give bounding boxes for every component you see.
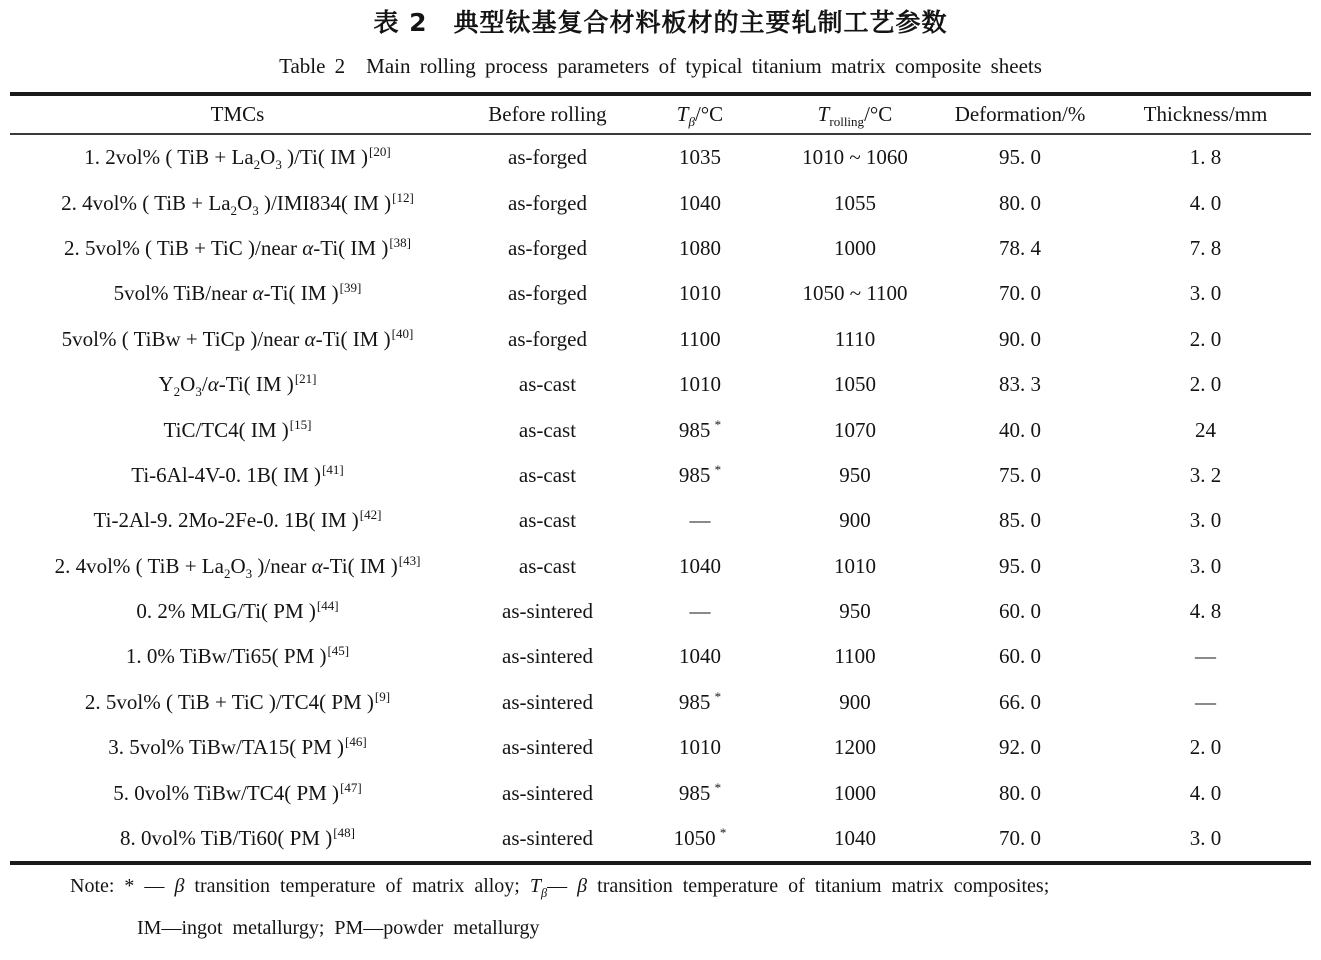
cell-t-beta: 1050 * [673,825,727,851]
table-row [10,680,1311,725]
cell-tmc: 3. 5vol% TiBw/TA15( PM )[46] [108,734,367,760]
cell-before-rolling: as-forged [508,145,587,170]
cell-thickness: 2. 0 [1189,372,1222,397]
cell-before-rolling: as-sintered [502,735,593,760]
cell-tmc: 2. 5vol% ( TiB + TiC )/TC4( PM )[9] [84,688,391,714]
table-header [10,94,1311,134]
cell-before-rolling: as-cast [518,462,577,487]
cell-deformation: 60. 0 [999,599,1041,624]
cell-t-beta: 1010 [679,735,721,760]
cell-before-rolling: as-sintered [502,780,593,805]
cell-deformation: 83. 3 [999,372,1041,397]
cell-deformation: 70. 0 [999,826,1041,851]
table-row [10,498,1311,543]
cell-deformation: 60. 0 [999,644,1041,669]
cell-before-rolling: as-cast [518,553,577,578]
cell-thickness: 24 [1195,417,1216,442]
cell-tmc: 2. 5vol% ( TiB + TiC )/near α-Ti( IM )[38] [63,234,412,260]
cell-tmc: $Y_2O_3/\alpha-Ti$( IM )[21] [158,371,317,400]
cell-t-rolling: 900 [839,689,871,714]
cell-t-beta: 1035 [679,145,721,170]
cell-thickness: 4. 0 [1189,190,1222,215]
cell-before-rolling: as-sintered [502,644,593,669]
cell-thickness: 3. 0 [1189,508,1222,533]
cell-deformation: 66. 0 [999,689,1041,714]
cell-t-beta: 1080 [679,235,721,260]
cell-t-beta: 985 * [678,461,722,487]
table-row [10,634,1311,679]
cell-thickness: 3. 0 [1189,553,1222,578]
cell-tmc: 5vol% TiB/near α-Ti( IM )[39] [113,280,362,306]
cell-t-beta: 1040 [679,644,721,669]
cell-t-beta: 1010 [679,281,721,306]
cell-deformation: 78. 4 [999,235,1041,260]
table-row [10,589,1311,634]
table-row [10,770,1311,815]
table-row [10,317,1311,362]
cell-thickness: 3. 0 [1189,281,1222,306]
cell-t-rolling: 950 [839,462,871,487]
cell-t-rolling: 1050 [834,372,876,397]
cell-t-rolling: 1110 [834,326,876,351]
cell-tmc: 5. 0vol% TiBw/TC4( PM )[47] [113,779,362,805]
table-title-chinese: 表 2 典型钛基复合材料板材的主要轧制工艺参数 [373,8,948,37]
cell-before-rolling: as-cast [518,417,577,442]
cell-thickness: 7. 8 [1189,235,1222,260]
cell-before-rolling: as-forged [508,326,587,351]
table-row [10,271,1311,316]
cell-thickness: 3. 2 [1189,462,1222,487]
cell-thickness: — [1195,689,1216,714]
cell-before-rolling: as-sintered [502,826,593,851]
cell-deformation: 80. 0 [999,780,1041,805]
cell-before-rolling: as-cast [518,508,577,533]
col-header-tmcs: TMCs [10,94,465,134]
cell-deformation: 80. 0 [999,190,1041,215]
header-row [10,94,1311,134]
table-row [10,453,1311,498]
cell-t-rolling: 1070 [834,417,876,442]
cell-t-rolling: 1040 [834,826,876,851]
cell-t-rolling: 950 [839,599,871,624]
cell-t-rolling: 1010 ~ 1060 [802,145,908,170]
cell-tmc: Ti-6Al-4V-0. 1B( IM )[41] [131,461,344,487]
cell-thickness: 3. 0 [1189,826,1222,851]
col-header-thickness: Thickness/mm [1100,94,1311,134]
cell-thickness: 1. 8 [1189,145,1222,170]
cell-tmc: Ti-2Al-9. 2Mo-2Fe-0. 1B( IM )[42] [93,507,382,533]
col-header-t-rolling: $T_{rolling}/^\circ C$ [770,94,940,134]
cell-thickness: 2. 0 [1189,326,1222,351]
cell-deformation: 75. 0 [999,462,1041,487]
cell-deformation: 90. 0 [999,326,1041,351]
cell-tmc: 8. 0vol% TiB/Ti60( PM )[48] [120,825,355,851]
cell-before-rolling: as-forged [508,235,587,260]
cell-tmc: TiC/TC4( IM )[15] [163,416,312,442]
col-header-before-rolling: Before rolling [465,94,630,134]
cell-tmc: 1. 2vol% ( TiB + $La_2O_3$ )/Ti( IM )[20] [84,144,391,173]
table-row [10,226,1311,271]
col-header-deformation: Deformation/% [940,94,1100,134]
table-row [10,816,1311,863]
table-row [10,180,1311,225]
cell-t-rolling: 1100 [834,644,876,669]
cell-tmc: 2. 4vol% ( TiB + $La_2O_3$ )/IMI834( IM )[12] [61,189,414,218]
cell-t-rolling: 1055 [834,190,876,215]
cell-before-rolling: as-forged [508,281,587,306]
table-row [10,407,1311,452]
cell-deformation: 92. 0 [999,735,1041,760]
cell-tmc: 2. 4vol% ( TiB + $La_2O_3$ )/near α-Ti( IM )[43] [54,552,421,581]
cell-t-beta: 1040 [679,553,721,578]
footnote-line-2: IM—ingot metallurgy; PM—powder metallurgy [137,917,540,940]
cell-t-rolling: 900 [839,508,871,533]
cell-t-beta: 1040 [679,190,721,215]
cell-deformation: 40. 0 [999,417,1041,442]
cell-thickness: 4. 0 [1189,780,1222,805]
cell-tmc: 0. 2% MLG/Ti( PM )[44] [136,598,339,624]
cell-before-rolling: as-forged [508,190,587,215]
cell-thickness: 4. 8 [1189,599,1222,624]
cell-t-beta: 1100 [679,326,721,351]
cell-deformation: 70. 0 [999,281,1041,306]
cell-t-rolling: 1000 [834,780,876,805]
col-header-t-beta: $T_\beta/^\circ C$ [630,94,770,134]
cell-deformation: 95. 0 [999,145,1041,170]
cell-deformation: 95. 0 [999,553,1041,578]
cell-t-beta: 985 * [678,779,722,805]
cell-before-rolling: as-cast [518,372,577,397]
cell-t-beta: 1010 [679,372,721,397]
cell-t-beta: — [689,508,711,533]
cell-t-rolling: 1010 [834,553,876,578]
table-body [10,134,1311,863]
cell-t-beta: 985 * [678,688,722,714]
table-row [10,544,1311,589]
cell-before-rolling: as-sintered [502,599,593,624]
cell-before-rolling: as-sintered [502,689,593,714]
footnote-line-1: Note: * — β transition temperature of matrix alloy; $T_\beta—$ β transition temperature of titanium matrix composites; [70,875,1050,901]
table-row [10,362,1311,407]
rolling-parameters-table [10,92,1311,865]
cell-tmc: 1. 0% TiBw/Ti65( PM )[45] [125,643,350,669]
cell-t-beta: — [689,599,711,624]
table-row [10,134,1311,180]
cell-thickness: — [1195,644,1216,669]
cell-t-rolling: 1050 ~ 1100 [802,281,908,306]
cell-deformation: 85. 0 [999,508,1041,533]
cell-t-rolling: 1200 [834,735,876,760]
cell-t-rolling: 1000 [834,235,876,260]
cell-t-beta: 985 * [678,416,722,442]
table-title-english: Table 2 Main rolling process parameters of typical titanium matrix composite sheets [279,54,1042,78]
cell-tmc: 5vol% ( TiBw + TiCp )/near α-Ti( IM )[40] [61,325,414,351]
table-footnote [0,874,1321,941]
table-row [10,725,1311,770]
cell-thickness: 2. 0 [1189,735,1222,760]
